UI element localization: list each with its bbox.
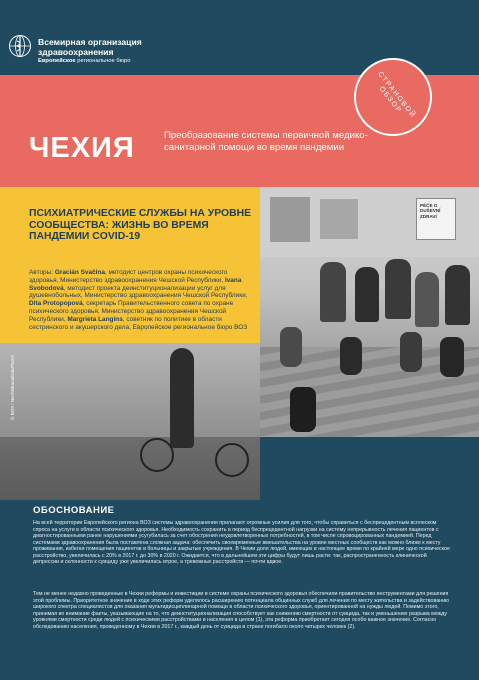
section-paragraph-2: Тем не менее недавно проведенные в Чехии реформы и инвестиции в системе охраны психического здоровья обеспечили правительство инструментами для решения этой проблемы. Приоритетное значение в ходе этих реформ уделялось расширению потенциала общинных служб для лечения по месту жительства и задействованию широкого спектра специалистов для оказания мультидисциплинарной помощи в области психического здоровья, ориентированной на нужды людей. Помимо этого, принимая во внимание факты, указывающие на то, что деинституционализация способствует как снижению смертности от суицида, так и уменьшению разрыва между уровнями смертности среди людей с психическими расстройствами и населения в целом (1), эта реформа приобретает сегодня особо важное значение. Согласно обследованию населения, проведенному в Чехии в 2017 г., каждый день от суицида в стране погибало около четырех человек (2). [33,591,450,630]
section-paragraph-1: На всей территории Европейского региона ВОЗ системы здравоохранения прилагают огромные усилия для того, чтобы справиться с беспрецедентным всплеском спроса на услуги в области психического здоровья. Необходимость сохранить в период беспрецедентной нагрузки на систему непрерывность лечения пациентов с диагностированными ранее нарушениями усугубилась за счет обострения неудовлетворенных потребностей, в том числе спровоцированных пандемией. Перед системами здравоохранения была поставлена сложная задача: обеспечить своевременные вмешательства на уровне местных сообществ как можно ближе к месту проживания, избегая помещения пациентов в больницы и закрытые учреждения. В Чехии доля людей, имеющих в настоящее время по крайней мере одно психическое расстройство, увеличилась с 20% в 2017 г. до 30% в 2020 г. Ожидается, что в дальнейшем эти цифры будут лишь расти: так, распространенность клинической депрессии и склонности к суициду уже увеличилась втрое, а тревожных расстройств — почти вдвое. [33,520,450,565]
org-name: Всемирная организация здравоохранения [38,37,142,57]
section-title: ОБОСНОВАНИЕ [33,505,115,516]
org-region: Европейское региональное бюро [38,58,131,64]
report-subtitle: Преобразование системы первичной медико-санитарной помощи во время пандемии [164,130,368,153]
country-review-stamp: СТРАНОВОЙ ОБЗОР [354,58,432,136]
article-headline: ПСИХИАТРИЧЕСКИЕ СЛУЖБЫ НА УРОВНЕ СООБЩЕСТВА: ЖИЗНЬ ВО ВРЕМЯ ПАНДЕМИИ COVID-19 [29,208,252,243]
authors-block: Авторы: Gracián Svačina, методист центров охраны психического здоровья, Министерство здравоохранения Чешской Республики, Ivana Svobodová, методист проекта деинституционализации услуг для душевнобольных, Министерство здравоохранения Чешской Республики, Dita Protopopová, секретарь Правительственного совета по охране психического здоровья, Министерство здравоохранения Чешской Республики, Margrieta Langins, советник по политике в области сестринского и акушерского дела, Европейское региональное бюро ВОЗ [29,269,248,331]
photo-credit: © ВОЗ / Nechlebova/EduPharm [10,355,15,420]
care-sign-text: PÉČE O DUŠEVNÍ ZDRAVÍ [420,203,441,219]
country-title: ЧЕХИЯ [29,132,135,164]
who-emblem-icon [8,34,32,58]
group-photo-lower [0,343,260,500]
